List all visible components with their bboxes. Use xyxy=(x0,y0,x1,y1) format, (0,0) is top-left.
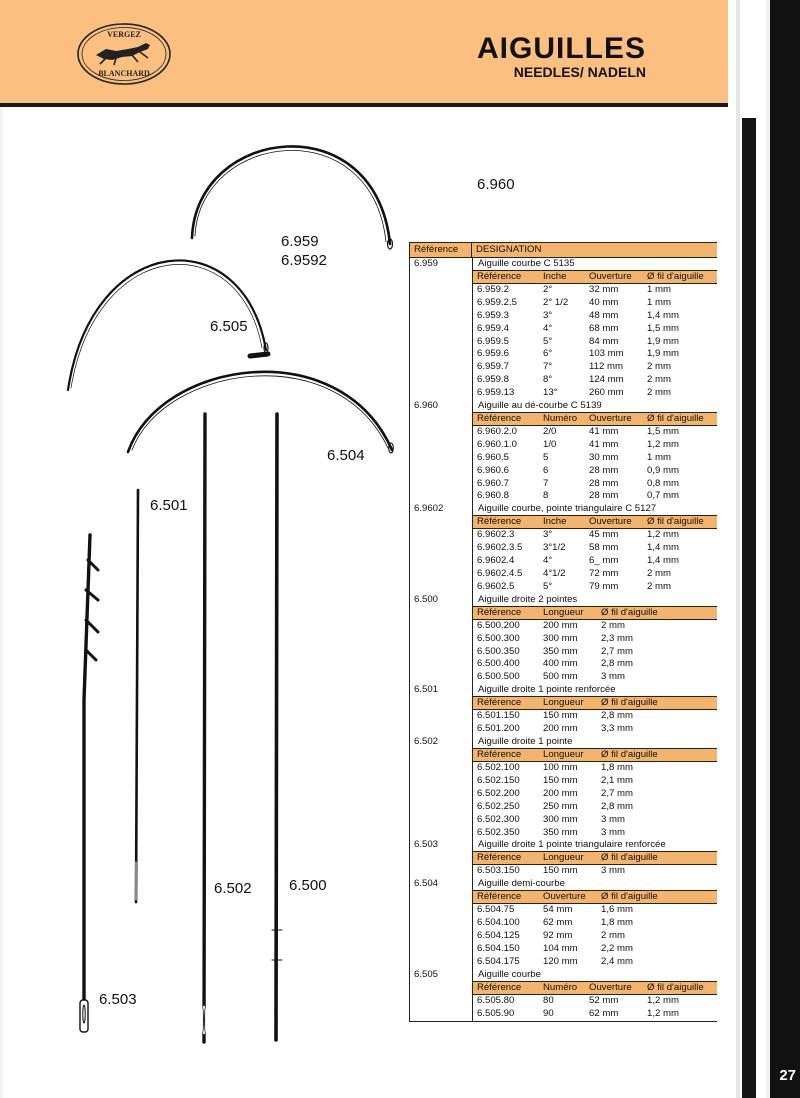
table-row xyxy=(473,658,717,671)
group-body xyxy=(472,736,717,839)
table-cell: 6.9602.5 xyxy=(477,580,515,592)
table-row xyxy=(473,646,717,659)
table-cell: 6.504.75 xyxy=(477,904,515,916)
table-row xyxy=(473,788,717,801)
group-reference: 6.960 xyxy=(414,400,439,412)
column-header: Inche xyxy=(543,271,567,282)
table-cell: 6.959.8 xyxy=(477,374,510,386)
table-cell: 2 mm xyxy=(647,568,671,580)
column-header: Ouverture xyxy=(589,413,632,425)
column-header: Référence xyxy=(477,749,522,761)
table-row xyxy=(473,723,717,736)
subtable-header xyxy=(473,697,717,710)
group-reference: 6.504 xyxy=(414,878,439,890)
page-title: AIGUILLES xyxy=(476,32,646,65)
table-cell: 6° xyxy=(543,348,553,360)
table-cell: 104 mm xyxy=(543,942,578,954)
table-cell: 2,3 mm xyxy=(601,632,633,644)
table-cell: 90 xyxy=(543,1007,554,1019)
table-cell: 350 mm xyxy=(543,826,578,838)
column-header: Longueur xyxy=(543,606,584,618)
table-cell: 6.504.175 xyxy=(477,955,520,967)
table-cell: 1,4 mm xyxy=(647,309,679,321)
table-row xyxy=(473,465,717,478)
table-row xyxy=(473,490,717,503)
needle-label-6504: 6.504 xyxy=(327,447,365,464)
table-cell: 13° xyxy=(543,387,558,399)
table-cell: 6.502.200 xyxy=(477,787,520,799)
group-title: Aiguille droite 1 pointe renforcée xyxy=(473,684,717,697)
table-group xyxy=(410,400,717,503)
table-cell: 1,4 mm xyxy=(647,555,679,567)
page-title-block xyxy=(477,34,646,80)
table-cell: 2,7 mm xyxy=(601,645,633,657)
column-header: Ouverture xyxy=(589,516,632,528)
table-cell: 6.502.350 xyxy=(477,826,520,838)
edge-strip xyxy=(742,118,756,1098)
table-cell: 6.960.7 xyxy=(477,477,510,489)
table-cell: 1,5 mm xyxy=(647,322,679,334)
table-cell: 41 mm xyxy=(589,438,619,450)
table-cell: 6.500.200 xyxy=(477,619,520,631)
table-cell: 8° xyxy=(543,374,553,386)
needle-label-6501: 6.501 xyxy=(150,497,188,514)
table-cell: 6.959.6 xyxy=(477,348,510,360)
table-cell: 1,9 mm xyxy=(647,335,679,347)
table-group xyxy=(410,839,717,878)
table-row xyxy=(473,917,717,930)
table-cell: 5° xyxy=(543,335,553,347)
table-cell: 6 xyxy=(543,464,549,476)
column-header: Référence xyxy=(477,697,522,709)
table-group xyxy=(410,503,717,593)
table-group xyxy=(410,736,717,839)
column-header: Numéro xyxy=(543,413,578,425)
table-cell: 1,2 mm xyxy=(647,1007,679,1019)
table-cell: 3° xyxy=(543,529,553,541)
table-cell: 6.959.7 xyxy=(477,361,510,373)
group-reference: 6.959 xyxy=(414,258,439,269)
page-subtitle: NEEDLES/ NADELN xyxy=(513,64,646,80)
group-title: Aiguille courbe xyxy=(473,969,717,982)
table-cell: 3,3 mm xyxy=(601,723,633,735)
table-cell: 1,2 mm xyxy=(647,438,679,450)
group-body xyxy=(472,594,717,684)
table-groups xyxy=(410,258,717,1021)
column-header: Ø fil d'aiguille xyxy=(601,891,658,903)
table-group xyxy=(410,258,717,400)
table-cell: 500 mm xyxy=(543,671,578,683)
logo-text-bottom: BLANCHARD xyxy=(98,69,150,78)
table-row xyxy=(473,775,717,788)
table-cell: 350 mm xyxy=(543,645,578,657)
table-cell: 1,8 mm xyxy=(601,917,633,929)
table-cell: 2,7 mm xyxy=(601,787,633,799)
table-cell: 200 mm xyxy=(543,723,578,735)
table-cell: 6.9602.4.5 xyxy=(477,568,523,580)
table-cell: 124 mm xyxy=(589,374,624,386)
column-header: Ouverture xyxy=(589,271,632,282)
table-cell: 2 mm xyxy=(647,580,671,592)
table-row xyxy=(473,671,717,684)
table-cell: 120 mm xyxy=(543,955,578,967)
table-cell: 2° xyxy=(543,284,553,295)
needle-label-69592: 6.9592 xyxy=(281,252,327,269)
group-title: Aiguille droite 1 pointe xyxy=(473,736,717,749)
subtable-header xyxy=(473,607,717,620)
table-cell: 6.9602.3 xyxy=(477,529,515,541)
table-cell: 52 mm xyxy=(589,994,619,1006)
table-cell: 3° xyxy=(543,309,553,321)
group-title: Aiguille droite 1 pointe triangulaire renforcée xyxy=(473,839,717,852)
table-row xyxy=(473,439,717,452)
table-cell: 6.501.150 xyxy=(477,710,520,722)
needle-6500 xyxy=(276,414,277,1040)
group-title: Aiguille demi-courbe xyxy=(473,878,717,891)
table-cell: 28 mm xyxy=(589,490,619,502)
table-cell: 1,8 mm xyxy=(601,762,633,774)
column-header: Ø fil d'aiguille xyxy=(601,606,658,618)
table-row xyxy=(473,762,717,775)
table-cell: 2,8 mm xyxy=(601,710,633,722)
table-cell: 6.959.2.5 xyxy=(477,296,518,308)
table-cell: 6_ mm xyxy=(589,555,619,567)
subtable-header xyxy=(473,891,717,904)
table-cell: 3 mm xyxy=(601,813,625,825)
column-header: Référence xyxy=(477,852,522,864)
table-cell: 5 xyxy=(543,451,549,463)
table-cell: 260 mm xyxy=(589,387,624,399)
needle-label-6960: 6.960 xyxy=(477,176,515,193)
table-cell: 6.505.80 xyxy=(477,994,515,1006)
table-cell: 48 mm xyxy=(589,309,619,321)
table-row xyxy=(473,284,717,297)
table-cell: 2° 1/2 xyxy=(543,296,569,308)
column-header: Ø fil d'aiguille xyxy=(601,852,658,864)
table-cell: 92 mm xyxy=(543,930,573,942)
table-row xyxy=(473,387,717,400)
column-header: Ø fil d'aiguille xyxy=(601,749,658,761)
table-cell: 6.960.6 xyxy=(477,464,510,476)
brand-logo xyxy=(76,22,172,86)
group-reference: 6.500 xyxy=(414,593,439,605)
table-row xyxy=(473,361,717,374)
table-cell: 200 mm xyxy=(543,787,578,799)
table-row xyxy=(473,930,717,943)
group-title: Aiguille courbe, pointe triangulaire C 5127 xyxy=(473,503,717,516)
table-cell: 150 mm xyxy=(543,774,578,786)
table-row xyxy=(473,633,717,646)
table-header-designation: DESIGNATION xyxy=(476,244,542,255)
table-cell: 6.502.300 xyxy=(477,813,520,825)
table-cell: 6.501.200 xyxy=(477,723,520,735)
column-header: Ø fil d'aiguille xyxy=(601,697,658,709)
table-cell: 103 mm xyxy=(589,348,624,360)
table-cell: 6.960.5 xyxy=(477,451,510,463)
column-header: Référence xyxy=(477,606,522,618)
table-cell: 6.502.250 xyxy=(477,800,520,812)
column-header: Référence xyxy=(477,891,522,903)
table-row xyxy=(473,555,717,568)
table-row xyxy=(473,529,717,542)
table-cell: 2 mm xyxy=(647,361,671,373)
group-reference: 6.503 xyxy=(414,839,439,851)
table-cell: 6.959.3 xyxy=(477,309,510,321)
table-row xyxy=(473,310,717,323)
table-cell: 1,9 mm xyxy=(647,348,679,360)
table-cell: 6.504.100 xyxy=(477,917,520,929)
table-row xyxy=(473,336,717,349)
table-cell: 300 mm xyxy=(543,813,578,825)
table-row xyxy=(473,801,717,814)
table-cell: 6.500.500 xyxy=(477,671,520,683)
table-cell: 45 mm xyxy=(589,529,619,541)
table-cell: 2 mm xyxy=(647,387,671,399)
table-row xyxy=(473,348,717,361)
table-row xyxy=(473,1008,717,1021)
table-row xyxy=(473,297,717,310)
subtable-header xyxy=(473,852,717,865)
table-row xyxy=(473,568,717,581)
table-cell: 0,9 mm xyxy=(647,464,679,476)
table-row xyxy=(473,620,717,633)
column-header: Longueur xyxy=(543,749,584,761)
table-cell: 0,8 mm xyxy=(647,477,679,489)
column-header: Inche xyxy=(543,516,567,528)
table-cell: 6.502.150 xyxy=(477,774,520,786)
table-cell: 6.500.300 xyxy=(477,632,520,644)
table-cell: 6.500.400 xyxy=(477,658,520,670)
table-cell: 6.959.13 xyxy=(477,387,515,399)
needle-6501 xyxy=(136,490,138,902)
group-body xyxy=(472,258,717,400)
column-header: Ouverture xyxy=(543,891,586,903)
group-body xyxy=(472,878,717,968)
needle-6504 xyxy=(128,372,392,452)
group-body xyxy=(472,684,717,736)
table-cell: 3 mm xyxy=(601,865,625,877)
table-cell: 112 mm xyxy=(589,361,623,373)
table-cell: 6.504.125 xyxy=(477,930,520,942)
group-reference: 6.502 xyxy=(414,736,439,748)
column-header: Ø fil d'aiguille xyxy=(647,413,704,425)
table-row xyxy=(473,374,717,387)
column-header: Référence xyxy=(477,981,522,993)
table-cell: 30 mm xyxy=(589,451,619,463)
table-cell: 6.9602.3.5 xyxy=(477,542,523,554)
table-cell: 2 mm xyxy=(601,619,625,631)
table-cell: 4° xyxy=(543,322,553,334)
edge-strip xyxy=(770,0,800,1098)
table-cell: 6.505.90 xyxy=(477,1007,515,1019)
table-group xyxy=(410,878,717,968)
table-cell: 1,6 mm xyxy=(601,904,633,916)
table-cell: 6.503.150 xyxy=(477,865,520,877)
table-cell: 150 mm xyxy=(543,710,578,722)
table-cell: 6.960.2.0 xyxy=(477,426,518,438)
header-band xyxy=(0,0,728,103)
needle-illustrations xyxy=(60,130,410,1050)
table-cell: 72 mm xyxy=(589,568,619,580)
table-cell: 6.9602.4 xyxy=(477,555,515,567)
table-cell: 5° xyxy=(543,580,553,592)
table-row xyxy=(473,581,717,594)
table-cell: 1 mm xyxy=(647,451,671,463)
table-row xyxy=(473,323,717,336)
table-cell: 2,2 mm xyxy=(601,942,633,954)
edge-strip xyxy=(736,0,740,1098)
table-cell: 0,7 mm xyxy=(647,490,679,502)
table-cell: 80 xyxy=(543,994,554,1006)
table-cell: 3 mm xyxy=(601,671,625,683)
table-cell: 32 mm xyxy=(589,284,619,295)
table-cell: 8 xyxy=(543,490,549,502)
table-row xyxy=(473,904,717,917)
column-header: Ø fil d'aiguille xyxy=(647,516,704,528)
table-row xyxy=(473,827,717,840)
group-reference: 6.9602 xyxy=(414,503,444,515)
logo-text-top: VERGEZ xyxy=(107,30,141,39)
table-row xyxy=(473,995,717,1008)
table-cell: 2,8 mm xyxy=(601,800,633,812)
subtable-header xyxy=(473,982,717,995)
needle-label-6503: 6.503 xyxy=(99,991,137,1008)
table-row xyxy=(473,865,717,878)
table-row xyxy=(473,943,717,956)
table-cell: 58 mm xyxy=(589,542,619,554)
table-cell: 1/0 xyxy=(543,438,557,450)
table-cell: 84 mm xyxy=(589,335,619,347)
table-cell: 1,5 mm xyxy=(647,426,679,438)
column-header: Ø fil d'aiguille xyxy=(647,271,704,282)
group-title: Aiguille au dé-courbe C 5139 xyxy=(473,400,717,413)
table-cell: 41 mm xyxy=(589,426,619,438)
table-row xyxy=(473,478,717,491)
table-cell: 2/0 xyxy=(543,426,557,438)
subtable-header xyxy=(473,516,717,529)
needle-6503 xyxy=(84,535,90,1030)
table-cell: 79 mm xyxy=(589,580,619,592)
needle-6502 xyxy=(204,414,205,1042)
table-cell: 250 mm xyxy=(543,800,578,812)
subtable-header xyxy=(473,749,717,762)
table-group xyxy=(410,684,717,736)
table-cell: 6.502.100 xyxy=(477,762,520,774)
table-cell: 4°1/2 xyxy=(543,568,566,580)
table-cell: 400 mm xyxy=(543,658,578,670)
column-header: Référence xyxy=(477,413,522,425)
table-cell: 300 mm xyxy=(543,632,578,644)
group-reference: 6.501 xyxy=(414,684,439,696)
table-row xyxy=(473,452,717,465)
group-body xyxy=(472,969,717,1021)
table-row xyxy=(473,956,717,969)
table-cell: 6.959.4 xyxy=(477,322,510,334)
column-header: Ouverture xyxy=(589,981,632,993)
table-cell: 6.959.5 xyxy=(477,335,510,347)
column-header: Longueur xyxy=(543,697,584,709)
table-cell: 1,2 mm xyxy=(647,529,679,541)
table-header xyxy=(410,242,717,258)
needle-6959 xyxy=(192,146,390,244)
table-cell: 6.959.2 xyxy=(477,284,510,295)
table-cell: 40 mm xyxy=(589,296,619,308)
table-cell: 3°1/2 xyxy=(543,542,566,554)
table-cell: 28 mm xyxy=(589,464,619,476)
column-header: Numéro xyxy=(543,981,578,993)
group-title: Aiguille courbe C 5135 xyxy=(473,258,717,271)
table-cell: 4° xyxy=(543,555,553,567)
table-cell: 3 mm xyxy=(601,826,625,838)
table-cell: 6.504.150 xyxy=(477,942,520,954)
table-cell: 6.960.8 xyxy=(477,490,510,502)
table-cell: 2 mm xyxy=(601,930,625,942)
column-header: Référence xyxy=(477,516,522,528)
table-header-reference: Référence xyxy=(410,243,472,257)
logo-emblem xyxy=(76,22,172,86)
table-row xyxy=(473,426,717,439)
column-header: Référence xyxy=(477,271,522,282)
page-edge xyxy=(0,0,3,1098)
needle-label-6500: 6.500 xyxy=(289,877,327,894)
needle-label-6959: 6.959 xyxy=(281,233,319,250)
table-cell: 1,2 mm xyxy=(647,994,679,1006)
table-cell: 6.960.1.0 xyxy=(477,438,518,450)
subtable-header xyxy=(473,271,717,284)
table-cell: 62 mm xyxy=(543,917,573,929)
column-header: Ø fil d'aiguille xyxy=(647,981,704,993)
table-cell: 2,1 mm xyxy=(601,774,633,786)
group-title: Aiguille droite 2 pointes xyxy=(473,594,717,607)
table-cell: 54 mm xyxy=(543,904,573,916)
subtable-header xyxy=(473,413,717,426)
table-cell: 2 mm xyxy=(647,374,671,386)
needle-label-6502: 6.502 xyxy=(214,880,252,897)
table-cell: 7 xyxy=(543,477,549,489)
table-cell: 68 mm xyxy=(589,322,619,334)
table-cell: 1 mm xyxy=(647,284,671,295)
table-cell: 2,8 mm xyxy=(601,658,633,670)
table-row xyxy=(473,814,717,827)
header-divider xyxy=(0,103,728,107)
table-cell: 2,4 mm xyxy=(601,955,633,967)
table-cell: 62 mm xyxy=(589,1007,619,1019)
table-cell: 28 mm xyxy=(589,477,619,489)
page-number: 27 xyxy=(779,1067,796,1084)
table-cell: 7° xyxy=(543,361,553,373)
table-cell: 1,4 mm xyxy=(647,542,679,554)
group-body xyxy=(472,839,717,878)
group-body xyxy=(472,503,717,593)
table-row xyxy=(473,542,717,555)
table-cell: 200 mm xyxy=(543,619,578,631)
table-row xyxy=(473,710,717,723)
table-cell: 1 mm xyxy=(647,296,671,308)
table-cell: 150 mm xyxy=(543,865,578,877)
column-header: Longueur xyxy=(543,852,584,864)
group-reference: 6.505 xyxy=(414,968,439,980)
table-group xyxy=(410,594,717,684)
product-table xyxy=(409,242,717,1022)
needle-label-6505: 6.505 xyxy=(210,318,248,335)
group-body xyxy=(472,400,717,503)
table-cell: 6.500.350 xyxy=(477,645,520,657)
table-cell: 100 mm xyxy=(543,762,578,774)
table-group xyxy=(410,969,717,1021)
